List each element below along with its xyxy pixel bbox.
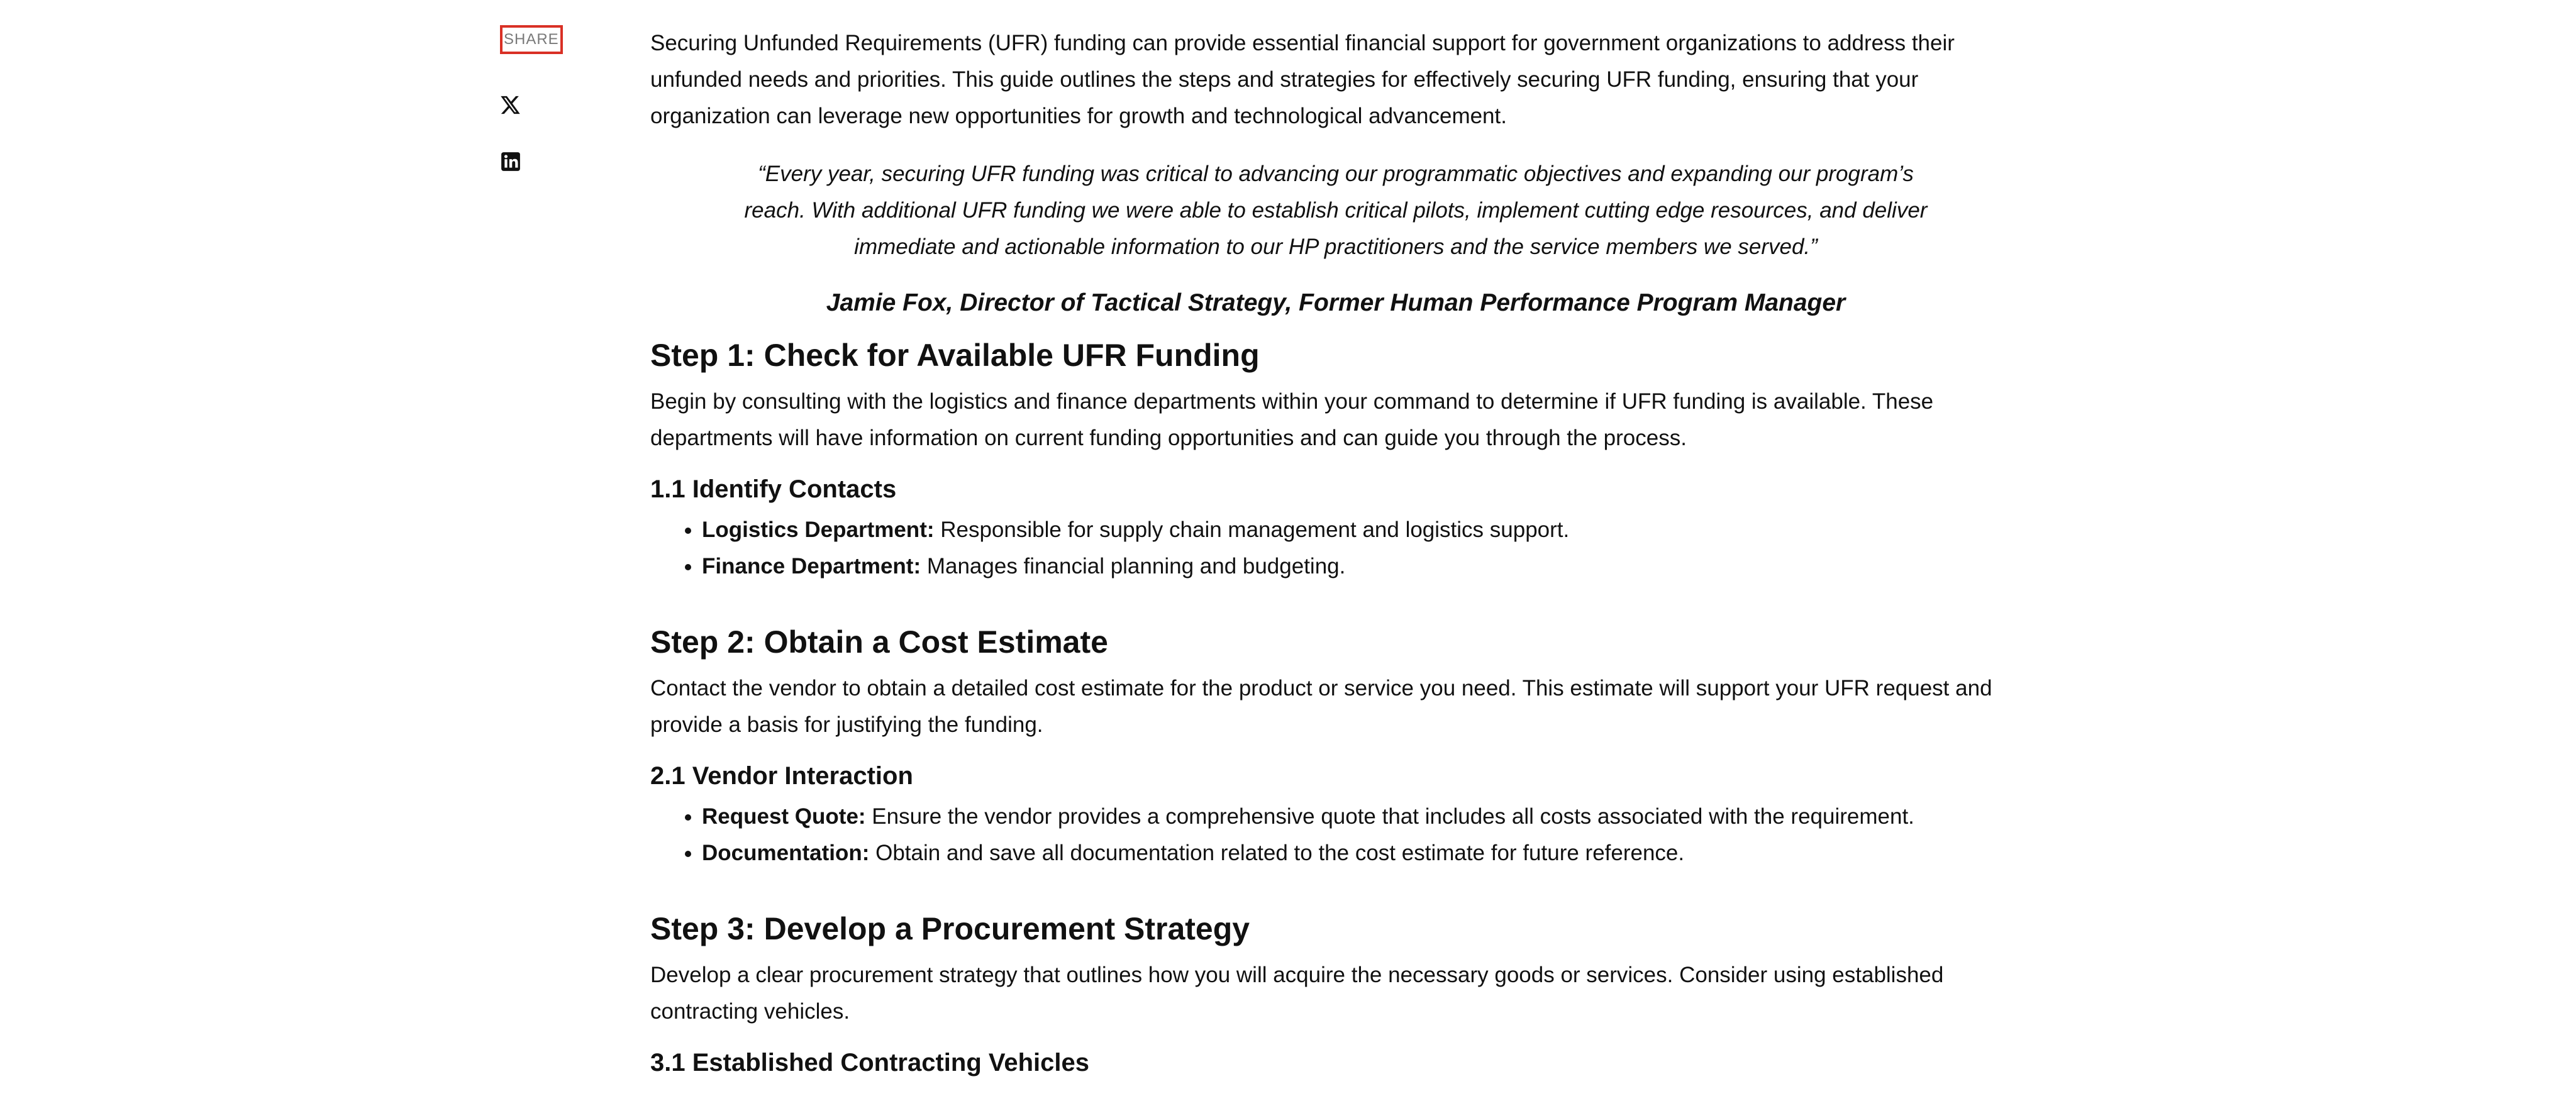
share-rail	[500, 25, 559, 54]
list-item-term: Logistics Department:	[702, 517, 935, 542]
step1-subheading: 1.1 Identify Contacts	[650, 475, 897, 503]
share-label: SHARE	[500, 25, 563, 54]
step1-list	[650, 512, 2021, 585]
list-item-term: Request Quote:	[702, 804, 866, 829]
intro-paragraph: Securing Unfunded Requirements (UFR) funding can provide essential financial support for government organizations to address their unfunded needs and priorities. This guide outlines the steps and strategies for effectively securing UFR funding, ensuring that your organization can leverage new opportunities for growth and technological advancement.	[650, 31, 1955, 128]
list-item-term: Documentation:	[702, 841, 870, 865]
step3-subheading: 3.1 Established Contracting Vehicles	[650, 1049, 1090, 1076]
x-icon[interactable]	[500, 94, 521, 116]
list-item	[702, 835, 2021, 872]
step2-list	[650, 799, 2021, 872]
list-item-text: Ensure the vendor provides a comprehensive quote that includes all costs associated with the requirement.	[865, 804, 1914, 829]
step1-heading: Step 1: Check for Available UFR Funding	[650, 338, 1260, 373]
step3-heading: Step 3: Develop a Procurement Strategy	[650, 911, 1250, 946]
linkedin-icon[interactable]	[500, 151, 521, 172]
article	[650, 25, 2021, 1085]
quote-attribution: Jamie Fox, Director of Tactical Strategy, Former Human Performance Program Manager	[826, 289, 1846, 316]
list-item	[702, 512, 2021, 548]
step2-paragraph: Contact the vendor to obtain a detailed cost estimate for the product or service you need. This estimate will support your UFR request and provide a basis for justifying the funding.	[650, 676, 1992, 737]
list-item-text: Responsible for supply chain management and logistics support.	[934, 517, 1570, 542]
list-item-text: Obtain and save all documentation related to the cost estimate for future reference.	[869, 841, 1685, 865]
pull-quote: “Every year, securing UFR funding was critical to advancing our programmatic objectives and expanding our program’s reach. With additional UFR funding we were able to establish critical pilots, implement cutting edge resources, and deliver immediate and actionable information to our HP practitioners and the service members we served.”	[744, 162, 1928, 259]
step1-paragraph: Begin by consulting with the logistics and finance departments within your command to determine if UFR funding is available. These departments will have information on current funding opportunities and can guide you through the process.	[650, 389, 1934, 450]
step2-subheading: 2.1 Vendor Interaction	[650, 762, 913, 790]
list-item-text: Manages financial planning and budgeting.	[921, 554, 1346, 578]
list-item-term: Finance Department:	[702, 554, 921, 578]
step2-heading: Step 2: Obtain a Cost Estimate	[650, 624, 1108, 660]
step3-paragraph: Develop a clear procurement strategy that outlines how you will acquire the necessary goods or services. Consider using established contracting vehicles.	[650, 963, 1944, 1024]
list-item	[702, 548, 2021, 585]
list-item	[702, 799, 2021, 835]
